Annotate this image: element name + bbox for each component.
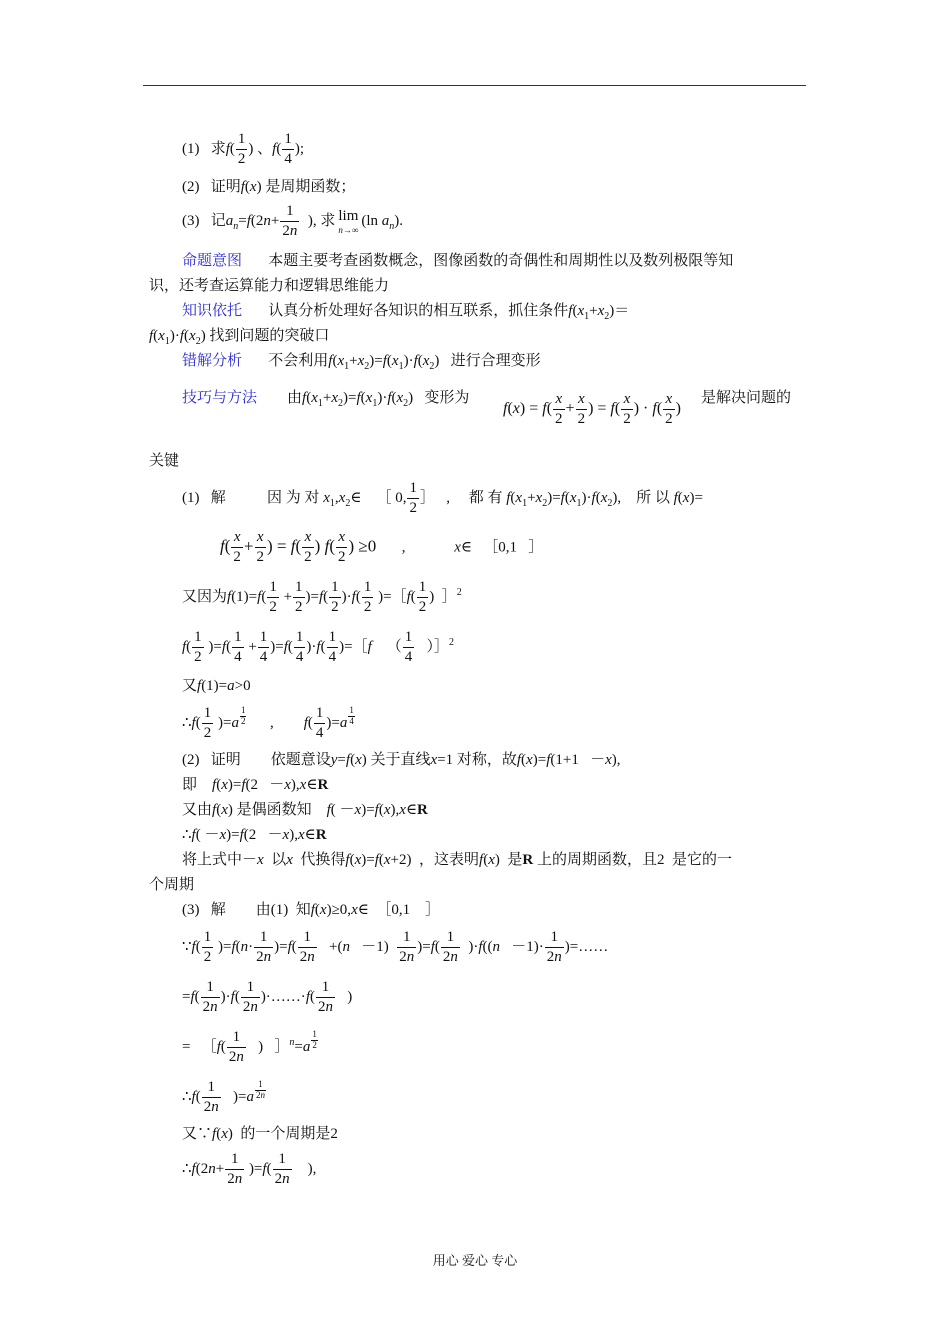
question-3: (3) 记$a_n=f(2n+$ $\frac{1}{2n}$ ), 求 lim n→∞ (ln $a_n$). (182, 203, 404, 239)
solution-2-line-6: 个周期 (149, 877, 195, 893)
solution-3-line-5: ∴f( $\frac{1}{2n}$ )=a $\frac{1}{2n}$ (182, 1079, 265, 1115)
solution-3-line-3: =f( $\frac{1}{2n}$ )·f( $\frac{1}{2n}$ )·……·f( $\frac{1}{2n}$ ) (182, 979, 353, 1015)
method-label: 技巧与方法 (182, 390, 258, 406)
solution-3-line-1: (3) 解 由(1) 知f(x)≥0,x∈ ［0,1 ］ (182, 902, 441, 918)
basis-line-2: $f(x_1)\cdot f(x_2)$ 找到问题的突破口 (149, 328, 330, 347)
solution-3-line-6: 又∵f(x) 的一个周期是2 (182, 1126, 338, 1142)
solution-3-line-4: = ［f( $\frac{1}{2n}$ ) ］$^n$=a $\frac{1}{2}$ (182, 1029, 317, 1065)
solution-2-line-3: 又由f(x) 是偶函数知 f( －x)=f(x),x∈R (182, 802, 428, 818)
solution-1-line-4: f( $\frac{1}{2}$ )=f( $\frac{1}{4}$ + $\frac{1}{4}$ )=f( $\frac{1}{4}$ )·f( $\frac{1}{4}$ )=［f （ $\frac{1}{4}$ ）］$^2$ (182, 629, 455, 665)
error-label: 错解分析 (182, 353, 243, 369)
intent-line (182, 251, 733, 271)
basis-label: 知识依托 (182, 303, 243, 319)
intent-text: 本题主要考查函数概念，图像函数的奇偶性和周期性以及数列极限等知 (268, 253, 734, 269)
solution-1-line-5: 又f(1)=a>0 (182, 678, 251, 694)
solution-1: (1) 解 因 为 对 $x_1,x_2\in$ ［ 0, $\frac{1}{2}$ ］ , 都 有 $f(x_1+x_2)=f(x_1)\cdot f(x_2)$, 所 以 f(x)= (182, 480, 703, 516)
question-1: (1) 求f( $\frac{1}{2}$ ) 、f( $\frac{1}{4}$ ); (182, 131, 305, 167)
method-text-b: 是解决问题的 (701, 390, 792, 406)
question-2: (2) 证明f(x) 是周期函数； (182, 179, 356, 195)
method-text-c: 关键 (149, 453, 180, 469)
error-line: 错解分析 不会利用$f(x_1+x_2)=f(x_1)\cdot f(x_2)$ 进行合理变形 (182, 353, 541, 372)
method-formula: f(x) = f( $\frac{x}{2}$ + $\frac{x}{2}$ ) = f( $\frac{x}{2}$ ) · f( $\frac{x}{2}$ ) (503, 391, 681, 427)
solution-2-line-5: 将上式中－x 以x 代换得f(x)=f(x+2) ，这表明f(x) 是R 上的周期函数，且2 是它的一 (182, 852, 732, 868)
solution-1-line-6: ∴f( $\frac{1}{2}$ )=a $\frac{1}{2}$ , f( $\frac{1}{4}$ )=a $\frac{1}{4}$ (182, 705, 354, 741)
solution-2-line-2: 即 f(x)=f(2 －x),x∈R (182, 777, 329, 793)
solution-2-line-1: (2) 证明 依题意设y=f(x) 关于直线x=1 对称，故f(x)=f(1+1 －x), (182, 752, 621, 768)
intent-line-2: 识，还考查运算能力和逻辑思维能力 (149, 278, 390, 294)
solution-1-formula: f( $\frac{x}{2}$ + $\frac{x}{2}$ ) = f( $\frac{x}{2}$ ) f( $\frac{x}{2}$ ) ≥0 , x∈ ［0,1 ］ (220, 529, 544, 565)
intent-label: 命题意图 (182, 253, 243, 269)
solution-3-line-7: ∴f(2n+ $\frac{1}{2n}$ )=f( $\frac{1}{2n}$ ), (182, 1151, 317, 1187)
solution-3-line-2: ∵f( $\frac{1}{2}$ )=f(n· $\frac{1}{2n}$ )=f( $\frac{1}{2n}$ +(n －1) $\frac{1}{2n}$ )=f( $\frac{1}{2n}$ )·f((n －1)· $\frac{1}{2n}$ )=…… (182, 929, 609, 965)
method-line: 技巧与方法 由$f(x_1+x_2)=f(x_1)\cdot f(x_2)$ 变形为 (182, 390, 470, 409)
basis-line: 知识依托 认真分析处理好各知识的相互联系，抓住条件$f(x_1+x_2)=$ (182, 303, 630, 322)
page-footer: 用心 爱心 专心 (432, 1253, 518, 1268)
solution-2-line-4: ∴f( －x)=f(2 －x),x∈R (182, 827, 327, 843)
solution-1-line-3: 又因为f(1)=f( $\frac{1}{2}$ + $\frac{1}{2}$ )=f( $\frac{1}{2}$ )·f( $\frac{1}{2}$ )=［f( $\frac{1}{2}$ ) ］$^2$ (182, 579, 462, 615)
